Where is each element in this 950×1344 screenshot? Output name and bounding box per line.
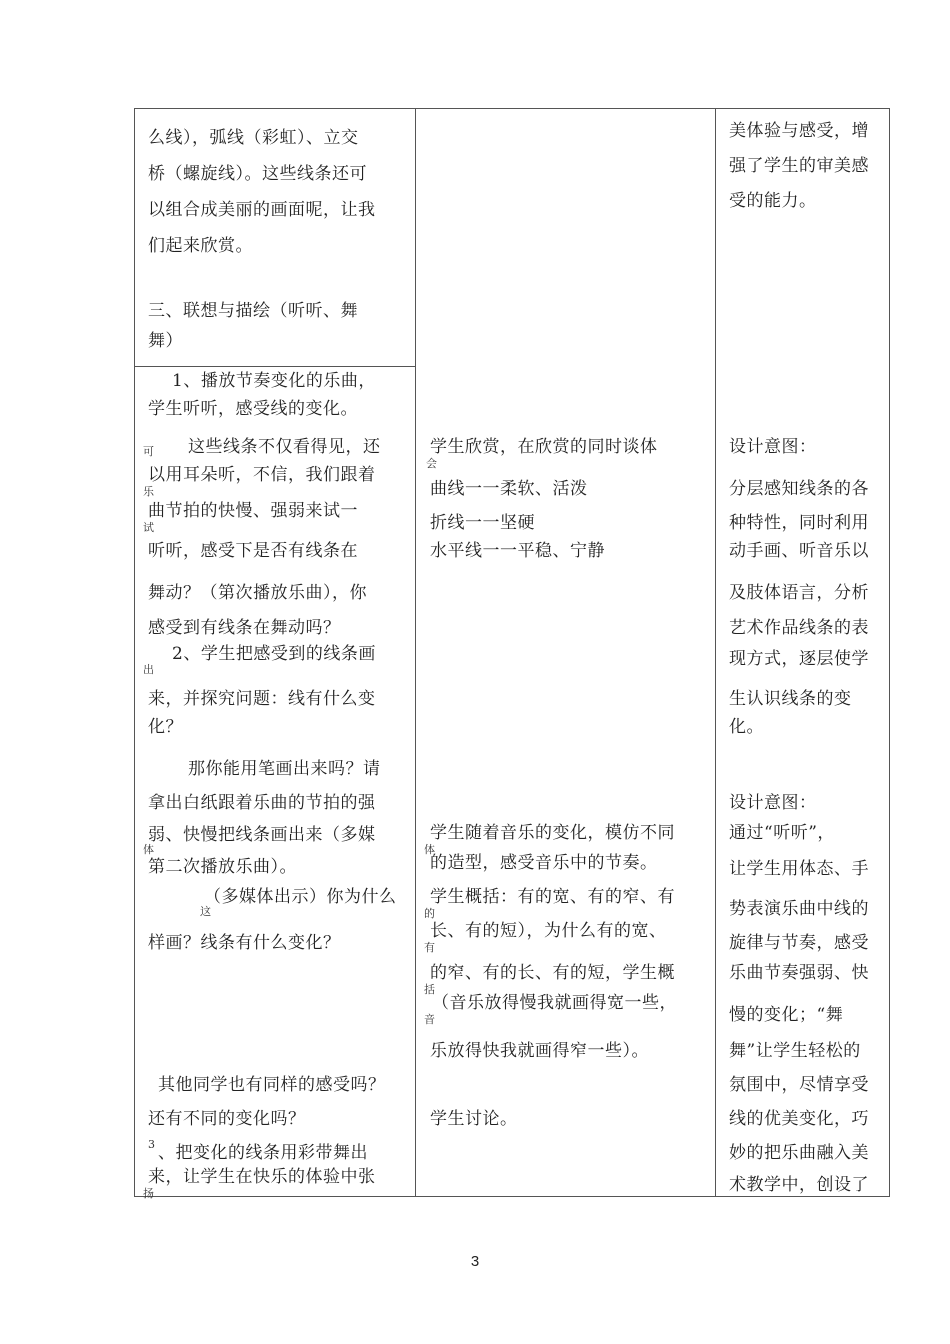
right-text-line: 及肢体语言，分析 [729, 583, 869, 603]
middle-text-line: 折线一一坚硬 [430, 513, 535, 533]
table-top-border [134, 108, 890, 109]
margin-glyph: 出 [143, 663, 154, 676]
column-divider-2 [715, 108, 716, 1197]
middle-text-line: 学生概括：有的宽、有的窄、有 [430, 887, 675, 907]
left-text-line: 化？ [148, 717, 183, 737]
left-text-line: 来，让学生在快乐的体验中张 [148, 1167, 376, 1187]
middle-text-line: 学生讨论。 [430, 1109, 518, 1129]
middle-text-line: 学生随着音乐的变化，模仿不同 [430, 823, 675, 843]
right-text-line: 受的能力。 [729, 191, 817, 211]
right-text-line: 种特性，同时利用 [729, 513, 869, 533]
margin-glyph: 的 [424, 907, 435, 920]
right-text-line: 线的优美变化，巧 [729, 1109, 869, 1129]
right-text-line: 氛围中，尽情享受 [729, 1075, 869, 1095]
margin-glyph: 括 [424, 983, 435, 996]
right-text-line: 强了学生的审美感 [729, 156, 869, 176]
left-text-line: 听听，感受下是否有线条在 [148, 541, 358, 561]
right-text-line: 化。 [729, 717, 764, 737]
design-intent-label: 设计意图： [729, 793, 817, 813]
section-heading: 舞） [148, 331, 183, 351]
margin-glyph: 可 [143, 445, 154, 458]
left-cell-divider [134, 366, 415, 367]
left-text-line: 拿出白纸跟着乐曲的节拍的强 [148, 793, 376, 813]
table-left-border [134, 108, 135, 1197]
margin-glyph: 扬 [143, 1187, 154, 1200]
left-text-line: 学生听听，感受线的变化。 [148, 399, 358, 419]
right-text-line: 乐曲节奏强弱、快 [729, 963, 869, 983]
right-text-line: 美体验与感受，增 [729, 121, 869, 141]
right-text-line: 势表演乐曲中线的 [729, 899, 869, 919]
table-right-border [889, 108, 890, 1197]
left-text-line: 其他同学也有同样的感受吗？ [158, 1075, 386, 1095]
margin-glyph: 有 [424, 941, 435, 954]
middle-text-line: （音乐放得慢我就画得宽一些， [432, 993, 677, 1013]
left-text-line: 么线），弧线（彩虹）、立交 [148, 128, 359, 148]
middle-text-line: 学生欣赏，在欣赏的同时谈体 [430, 437, 658, 457]
right-text-line: 舞”让学生轻松的 [729, 1041, 861, 1061]
margin-glyph: 音 [424, 1013, 435, 1026]
left-text-line: 们起来欣赏。 [148, 236, 253, 256]
step-number: 3 [148, 1138, 155, 1151]
left-text-line: 弱、快慢把线条画出来（多媒 [148, 825, 376, 845]
left-text-line: 曲节拍的快慢、强弱来试一 [148, 501, 358, 521]
margin-glyph: 会 [426, 457, 437, 470]
column-divider-1 [415, 108, 416, 1197]
right-text-line: 分层感知线条的各 [729, 479, 869, 499]
margin-glyph: 体 [143, 843, 154, 856]
left-text-line: 以用耳朵听，不信，我们跟着 [148, 465, 376, 485]
right-text-line: 现方式，逐层使学 [729, 649, 869, 669]
middle-text-line: 曲线一一柔软、活泼 [430, 479, 588, 499]
left-text-line: 那你能用笔画出来吗？请 [188, 759, 381, 779]
table-bottom-border [134, 1196, 890, 1197]
middle-text-line: 水平线一一平稳、宁静 [430, 541, 605, 561]
middle-text-line: 乐放得快我就画得窄一些）。 [430, 1041, 649, 1061]
right-text-line: 慢的变化；“舞 [729, 1005, 844, 1025]
section-heading: 三、联想与描绘（听听、舞 [148, 301, 358, 321]
left-text-line: 、把变化的线条用彩带舞出 [158, 1143, 368, 1163]
left-text-line: 以组合成美丽的画面呢，让我 [148, 200, 376, 220]
middle-text-line: 的造型，感受音乐中的节奏。 [430, 853, 658, 873]
margin-glyph: 这 [200, 905, 211, 918]
page-number: 3 [470, 1253, 480, 1270]
right-text-line: 动手画、听音乐以 [729, 541, 869, 561]
margin-glyph: 乐 [143, 485, 154, 498]
right-text-line: 让学生用体态、手 [729, 859, 869, 879]
left-text-line: 2、学生把感受到的线条画 [172, 644, 376, 664]
left-text-line: 第二次播放乐曲）。 [148, 857, 297, 877]
right-text-line: 艺术作品线条的表 [729, 618, 869, 638]
left-text-line: 样画？线条有什么变化？ [148, 933, 341, 953]
left-text-line: 这些线条不仅看得见，还 [188, 437, 381, 457]
left-text-line: 来，并探究问题：线有什么变 [148, 689, 376, 709]
right-text-line: 生认识线条的变 [729, 689, 852, 709]
left-text-line: （多媒体出示）你为什么 [204, 887, 397, 907]
middle-text-line: 的窄、有的长、有的短，学生概 [430, 963, 675, 983]
margin-glyph: 体 [424, 843, 435, 856]
left-text-line: 还有不同的变化吗？ [148, 1109, 306, 1129]
right-text-line: 妙的把乐曲融入美 [729, 1143, 869, 1163]
left-text-line: 1、播放节奏变化的乐曲， [172, 371, 376, 391]
design-intent-label: 设计意图： [729, 437, 817, 457]
right-text-line: 术教学中，创设了 [729, 1175, 869, 1195]
middle-text-line: 长、有的短），为什么有的宽、 [430, 921, 667, 941]
right-text-line: 旋律与节奏，感受 [729, 933, 869, 953]
left-text-line: 感受到有线条在舞动吗？ [148, 618, 341, 638]
margin-glyph: 试 [143, 521, 154, 534]
right-text-line: 通过“听听”， [729, 823, 835, 843]
left-text-line: 舞动？（第次播放乐曲），你 [148, 583, 367, 603]
left-text-line: 桥（螺旋线）。这些线条还可 [148, 164, 367, 184]
